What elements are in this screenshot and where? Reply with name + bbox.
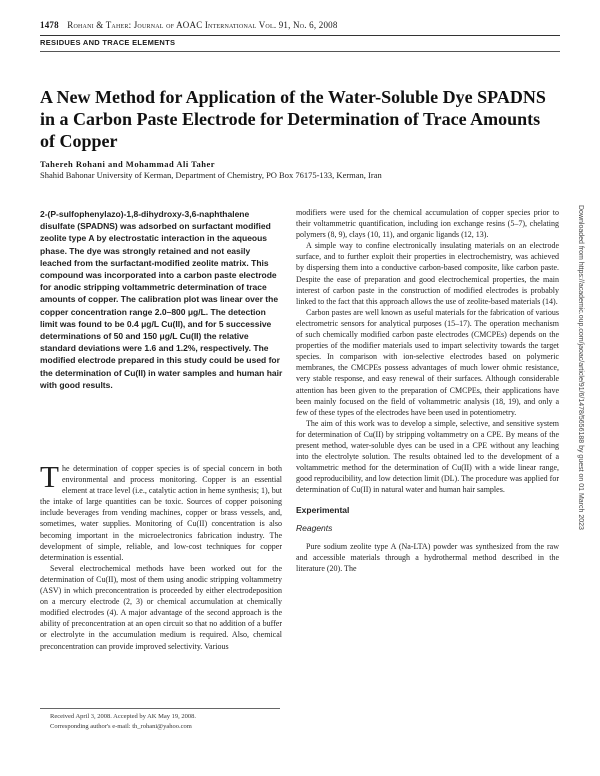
intro-paragraph-5: Carbon pastes are well known as useful materials for the fabrication of various electrometric sensors for analytical purposes (15–17). The operation mechanism of such chemically modified carbon paste electrodes (CMCPEs) depends on the properties of the modifier materials used to impart selectivity towards the target species. In comparison with ion-selective electrodes based on polymeric membranes, the CMCPEs possess advantages of much lower ohmic resistance, very stable response, and easy renewal of their surfaces. Although considerable attention has been given to the preparation of CMCPEs, their applications have been mainly focused on the field of voltammetric analysis (18, 19), and only a few of these types of the electrodes have been used in potentiometry.	[296, 307, 559, 417]
intro-paragraph-3: modifiers were used for the chemical accumulation of copper species prior to their voltammetric quantification, including ion exchange resins (5–7), chelating polymers (8, 9), clays (10, 11), and organic ligands (12, 13).	[296, 208, 559, 240]
section-heading-experimental: Experimental	[296, 505, 350, 516]
header-rule	[40, 35, 560, 36]
drop-cap: T	[40, 459, 59, 494]
footnote-rule	[40, 708, 280, 709]
subsection-heading-reagents: Reagents	[296, 522, 333, 533]
body-column-right	[296, 207, 559, 574]
corresponding-author-note: Corresponding author's e-mail: th_rohani@yahoo.com	[50, 722, 192, 730]
section-label: RESIDUES AND TRACE ELEMENTS	[40, 38, 176, 47]
article-title: A New Method for Application of the Water-Soluble Dye SPADNS in a Carbon Paste Electrode for Determination of Trace Amounts of Copper	[40, 87, 546, 151]
intro-paragraph-6: The aim of this work was to develop a simple, selective, and sensitive system for determination of Cu(II) by stripping voltammetry on a CPE. By means of the present method, water-soluble dyes can be used in a CPE without any leaching into the electrolyte solution. The results obtained led to the development of a voltammetric method for the determination of Cu(II) with a wide linear range, good reproducibility, and low detection limit (DL). The procedure was applied for determination of Cu(II) in natural water and human hair samples.	[296, 418, 559, 495]
intro-text-1: he determination of copper species is of special concern in both environmental and process monitoring. Copper is an essential element at trace level (i.e., catalytic action in heme synthesis; 1), but the intake of large quantities can be toxic. Sources of copper poisoning include beverages from vending machines, copper or brass vessels, and, sometimes, water supplies. Monitoring of Cu(II) concentration is also becoming important in the microelectronics fabrication industry. The development of simple, reliable, and low-cost techniques for copper determination is essential.	[40, 464, 282, 562]
download-watermark-text: Downloaded from https://academic.oup.com/jaoac/article/91/6/1478/5656188 by guest on 01 March 2023	[577, 205, 584, 530]
body-column-left	[40, 459, 282, 652]
footnotes	[50, 712, 290, 731]
section-rule	[40, 51, 560, 52]
page-number: 1478	[40, 20, 59, 30]
running-head	[40, 20, 560, 30]
author-list: Tahereh Rohani and Mohammad Ali Taher	[40, 159, 216, 169]
reagents-paragraph: Pure sodium zeolite type A (Na-LTA) powder was synthesized from the raw and accessible materials through a hydrothermal method described in the literature (20). The	[296, 541, 559, 573]
abstract: 2-(P-sulfophenylazo)-1,8-dihydroxy-3,6-naphthalene disulfate (SPADNS) was adsorbed on surfactant modified zeolite type A by electrostatic interaction in the aqueous phase. The dye was strongly retained and not easily leached from the surfactant-modified zeolite matrix. This compound was incorporated into a carbon paste electrode for anodic stripping voltammetric determination of trace amounts of copper. The calibration plot was linear over the copper concentration range 2.0–800 μg/L. The detection limit was found to be 0.4 μg/L Cu(II), and for 5 successive determinations of 50 and 150 μg/L Cu(II) the relative standard deviations were 1.6 and 1.2%, respectively. The modified electrode prepared in this study could be used for the determination of Cu(II) in water samples and human hair with good results.	[40, 209, 283, 390]
intro-paragraph-1	[40, 459, 282, 563]
received-note: Received April 3, 2008. Accepted by AK May 19, 2008.	[50, 713, 197, 720]
affiliation: Shahid Bahonar University of Kerman, Department of Chemistry, PO Box 76175-133, Kerman, Iran	[40, 170, 382, 180]
intro-paragraph-4: A simple way to confine electronically insulating materials on an electrode surface, and to further exploit their properties in electrochemistry, was achieved by dispersing them into a conductive carbon-based composite, like carbon paste. Despite the ease of preparation and good electrochemical properties, the main interest of carbon paste in the construction of modified electrodes is probably linked to the fact that this approach allows the use of zeolite-based materials (14).	[296, 241, 559, 306]
intro-paragraph-2: Several electrochemical methods have been worked out for the determination of Cu(II), most of them using anodic stripping voltammetry (ASV) in which preconcentration is proceeded by either electrodeposition on a mercury electrode (2, 3) or chemical accumulation at chemically modified electrodes (4). A major advantage of the second approach is the ability of preconcentration at an open circuit so that no addition of a buffer or electrolyte in the accumulation medium is required. Also, chemical preconcentration can provide improved selectivity. Various	[40, 563, 282, 651]
download-watermark	[573, 205, 585, 775]
running-title: Rohani & Taher: Journal of AOAC International Vol. 91, No. 6, 2008	[67, 20, 338, 30]
